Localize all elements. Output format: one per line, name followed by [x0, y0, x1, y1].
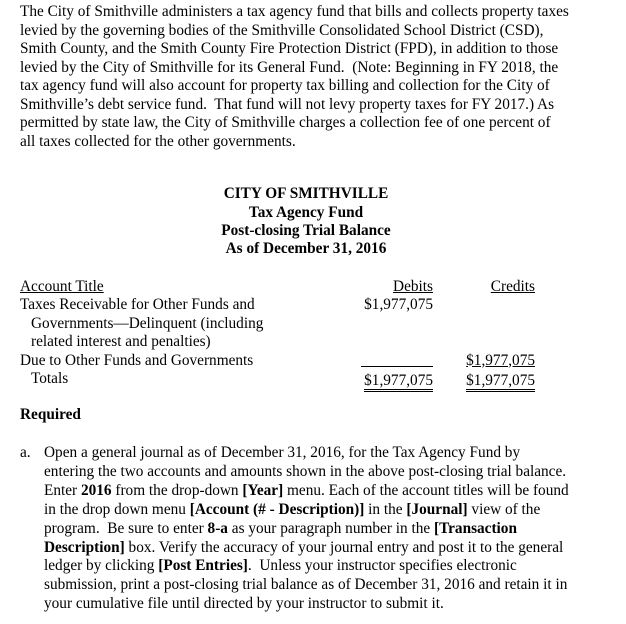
text-segment: entering the two accounts and amounts shown in the above post-closing trial balance. — [44, 462, 567, 480]
required-heading: Required — [20, 406, 81, 423]
emphasized-term: Description] — [44, 538, 125, 556]
emphasized-term: [Journal] — [406, 500, 468, 518]
intro-line: all taxes collected for the other governments. — [20, 132, 296, 150]
text-segment: ledger by clicking — [44, 557, 159, 575]
header-debits: Debits — [393, 278, 433, 295]
row-account-line: Due to Other Funds and Governments — [20, 351, 254, 369]
emphasized-term: 2016 — [80, 481, 112, 499]
intro-line: levied by the City of Smithville for its General Fund. (Note: Beginning in FY 2018, the — [20, 58, 559, 76]
text-segment: submission, print a post-closing trial balance as of December 31, 2016 and retain it in — [44, 576, 568, 594]
intro-line: Smithville’s debt service fund. That fund will not levy property taxes for FY 2017.) As — [20, 95, 555, 113]
emphasized-term: 8-a — [207, 519, 228, 537]
intro-line: Smith County, and the Smith County Fire Protection District (FPD), in addition to those — [20, 40, 559, 57]
text-segment: menu. Each of the account titles will be found — [283, 481, 569, 499]
text-segment: in the drop down menu — [44, 500, 190, 518]
requirement-line — [44, 539, 563, 557]
intro-line: levied by the governing bodies of the Smithville Consolidated School District (CSD), — [20, 21, 544, 39]
requirement-line — [44, 444, 520, 462]
row-credit: $1,977,075 — [466, 351, 535, 369]
intro-line: The City of Smithville administers a tax agency fund that bills and collects property taxes — [20, 3, 569, 20]
requirement-line — [44, 557, 517, 575]
header-account-title: Account Title — [20, 278, 104, 295]
text-segment: from the drop-down — [111, 481, 243, 499]
text-segment: as your paragraph number in the — [227, 519, 434, 537]
totals-debit-cell — [333, 372, 433, 390]
row-account-line: related interest and penalties) — [31, 333, 211, 350]
text-segment: in the — [364, 500, 407, 518]
requirement-line — [44, 595, 444, 613]
emphasized-term: [Account (# - Description)] — [189, 500, 365, 518]
emphasized-term: [Year] — [242, 481, 284, 499]
intro-line: permitted by state law, the City of Smithville charges a collection fee of one percent of — [20, 114, 551, 131]
emphasized-term: [Transaction — [433, 519, 517, 537]
statement-title: Post-closing Trial Balance — [221, 222, 391, 239]
requirement-line — [44, 501, 540, 519]
item-marker: a. — [20, 444, 31, 461]
totals-label: Totals — [31, 370, 69, 387]
statement-date: As of December 31, 2016 — [225, 240, 387, 257]
fund-name: Tax Agency Fund — [248, 204, 364, 221]
intro-line: tax agency fund will also account for property tax billing and collection for the City of — [20, 77, 550, 94]
requirement-line — [44, 520, 517, 538]
text-segment: Open a general journal as of December 31, 2016, for the Tax Agency Fund by — [44, 444, 521, 461]
header-credits: Credits — [490, 278, 535, 295]
text-segment: view of the — [467, 500, 541, 518]
entity-name: CITY OF SMITHVILLE — [223, 185, 389, 202]
requirement-line — [44, 576, 567, 594]
debit-rule — [361, 366, 433, 367]
totals-debit: $1,977,075 — [364, 372, 433, 392]
text-segment: program. Be sure to enter — [44, 519, 208, 537]
text-segment: . Unless your instructor specifies electronic — [247, 557, 517, 575]
requirement-line — [44, 463, 566, 481]
text-segment: your cumulative file until directed by your instructor to submit it. — [44, 595, 444, 613]
requirement-line — [44, 482, 569, 500]
totals-credit: $1,977,075 — [466, 372, 535, 392]
row-debit: $1,977,075 — [364, 296, 433, 313]
text-segment: Enter — [44, 481, 81, 499]
row-account-line: Governments—Delinquent (including — [31, 314, 264, 332]
emphasized-term: [Post Entries] — [158, 557, 248, 575]
row-account-line: Taxes Receivable for Other Funds and — [20, 296, 255, 313]
totals-credit-cell — [435, 372, 535, 390]
text-segment: box. Verify the accuracy of your journal entry and post it to the general — [124, 538, 564, 556]
